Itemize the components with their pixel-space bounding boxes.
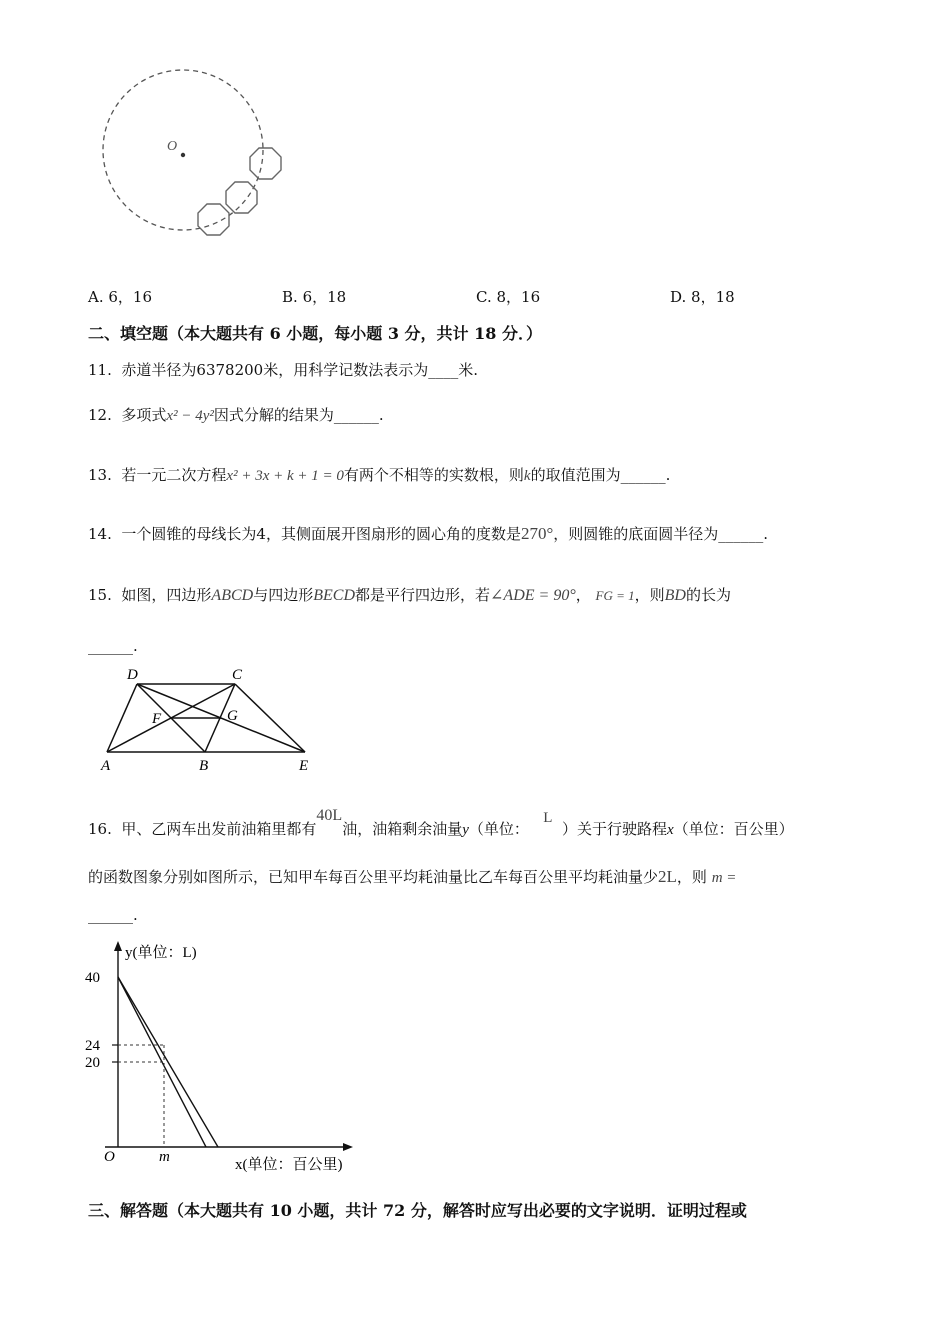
q15: 15. 如图，四边形ABCD与四边形BECD都是平行四边形，若∠ADE = 90°， FG = 1，则BD的长为 bbox=[88, 586, 731, 604]
q16-line1: 16. 甲、乙两车出发前油箱里都有40L油，油箱剩余油量y（单位： L ）关于行驶路程x（单位：百公里） bbox=[88, 807, 794, 838]
octagon-1 bbox=[250, 148, 281, 179]
q10-option-c: C. 8，16 bbox=[476, 288, 541, 306]
section2-title: 二、填空题（本大题共有 6 小题，每小题 3 分，共计 18 分．） bbox=[88, 324, 542, 343]
q10-option-b: B. 6，18 bbox=[282, 288, 347, 306]
label-b: B bbox=[199, 758, 209, 774]
q11: 11. 赤道半径为6378200米，用科学记数法表示为____米. bbox=[88, 361, 478, 379]
q15-answer-blank: ______. bbox=[88, 637, 138, 655]
q14: 14. 一个圆锥的母线长为4，其侧面展开图扇形的圆心角的度数是270°，则圆锥的底面圆半径为______. bbox=[88, 524, 769, 543]
origin-label: O bbox=[104, 1149, 115, 1165]
x-tick-label-m: m bbox=[159, 1149, 170, 1165]
label-d: D bbox=[127, 667, 138, 683]
q10-option-d: D. 8，18 bbox=[670, 288, 735, 306]
section3-title: 三、解答题（本大题共有 10 小题，共计 72 分，解答时应写出必要的文字说明．证明过程或 bbox=[88, 1201, 747, 1220]
center-label: O bbox=[167, 139, 178, 154]
octagon-2 bbox=[226, 182, 257, 213]
q16-answer-blank: ______. bbox=[88, 906, 138, 924]
q16-line2: 的函数图象分别如图所示，已知甲车每百公里平均耗油量比乙车每百公里平均耗油量少2L，则 m = bbox=[88, 867, 737, 886]
label-g: G bbox=[227, 708, 238, 724]
label-a: A bbox=[101, 758, 111, 774]
q16-fuel-chart bbox=[85, 935, 385, 1180]
q12: 12. 多项式x² − 4y²因式分解的结果为______. bbox=[88, 406, 384, 424]
x-axis-arrow bbox=[343, 1143, 353, 1151]
y-axis-label: y(单位：L) bbox=[125, 945, 197, 961]
label-c: C bbox=[232, 667, 243, 683]
dashed-circle bbox=[103, 70, 263, 230]
q15-parallelogram-figure bbox=[95, 660, 325, 778]
y-axis-arrow bbox=[114, 941, 122, 951]
q13: 13. 若一元二次方程x² + 3x + k + 1 = 0有两个不相等的实数根，则k的取值范围为______. bbox=[88, 466, 671, 484]
x-axis-label: x(单位：百公里) bbox=[235, 1157, 343, 1173]
y-tick-label-40: 40 bbox=[85, 970, 100, 986]
label-e: E bbox=[299, 758, 309, 774]
q10-circle-figure bbox=[95, 68, 295, 248]
y-tick-label-20: 20 bbox=[85, 1055, 100, 1071]
center-point bbox=[181, 153, 185, 157]
octagon-3 bbox=[198, 204, 229, 235]
q10-option-a: A. 6，16 bbox=[88, 288, 153, 306]
label-f: F bbox=[152, 711, 162, 727]
y-tick-label-24: 24 bbox=[85, 1038, 100, 1054]
